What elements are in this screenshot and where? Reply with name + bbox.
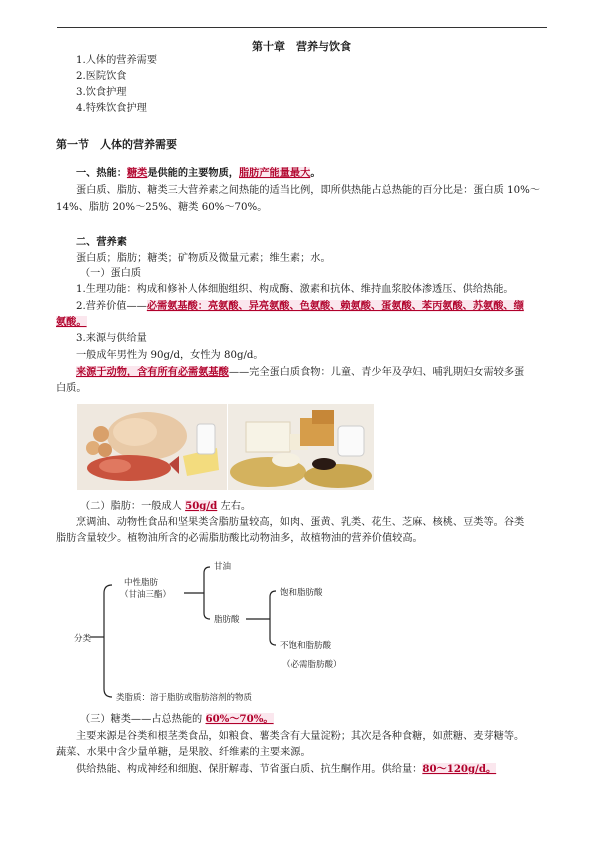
heat-end: 。 [310, 167, 321, 179]
diagram-neutral-fat-sub: （甘油三酯） [120, 590, 172, 600]
fatty-acid-brace [270, 591, 276, 645]
amino-acids-highlight: 必需氨基酸：亮氨酸、异亮氨酸、色氨酸、赖氨酸、蛋氨酸、苯丙氨酸、苏氨酸、缬 [146, 300, 524, 312]
animal-source-highlight: 来源于动物，含有所有必需氨基酸 [76, 366, 229, 378]
fat-suffix: 左右。 [217, 501, 252, 512]
neutral-fat-brace [204, 567, 210, 619]
main-brace [104, 585, 112, 697]
supply-amount: 一般成年男性为 90g/d，女性为 80g/d。 [76, 350, 264, 361]
sugar-highlight: 糖类 [126, 167, 148, 179]
plant-protein-photo [228, 404, 374, 490]
protein-value-prefix: 2.营养价值—— [76, 301, 147, 312]
source-heading: 3.来源与供给量 [76, 333, 147, 344]
fat-prefix: （二）脂肪：一般成人 [80, 501, 186, 512]
nutrients-list: 蛋白质；脂肪；糖类；矿物质及微量元素；维生素；水。 [76, 253, 331, 264]
chapter-title: 第十章 营养与饮食 [252, 40, 351, 53]
amino-acids-highlight-end: 氨酸。 [56, 316, 87, 328]
sugar-ratio-highlight: 60%～70%。 [205, 713, 274, 725]
fat-text-line1: 烹调油、动物性食品和坚果类含脂肪量较高，如肉、蛋黄、乳类、花生、芝麻、核桃、豆类等。谷类 [76, 517, 525, 528]
fat-text-line2: 脂肪含量较少。植物油所含的必需脂肪酸比动物油多，故植物油的营养价值较高。 [56, 533, 423, 544]
heat-line [76, 166, 321, 181]
diagram-essential: （必需脂肪酸） [282, 660, 342, 670]
protein-heading: （一）蛋白质 [80, 268, 142, 279]
sugar-supply-highlight: 80～120g/d。 [422, 763, 497, 775]
sugar-function: 供给热能、构成神经和细胞、保肝解毒、节省蛋白质、抗生酮作用。供给量： [76, 764, 423, 775]
animal-protein-photo [77, 404, 227, 490]
source-rest-cont: 白质。 [56, 383, 87, 394]
heat-label: 一、热能： [76, 167, 127, 179]
sugar-prefix: （三）糖类——占总热能的 [80, 714, 206, 725]
toc-item: 4.特殊饮食护理 [76, 103, 147, 114]
header-rule [57, 27, 547, 28]
diagram-lipoid: 类脂质：溶于脂肪或脂肪溶剂的物质 [116, 693, 253, 703]
diagram-saturated: 饱和脂肪酸 [280, 588, 323, 598]
sugar-line [80, 712, 274, 727]
protein-value-line [76, 299, 524, 314]
diagram-fatty-acid: 脂肪酸 [214, 615, 240, 625]
fat-most-highlight: 脂肪产能量最大 [239, 167, 311, 179]
heat-mid: 是供能的主要物质， [147, 167, 239, 179]
sugar-text-line2: 蔬菜、水果中含少量单糖，是果胶、纤维素的主要来源。 [56, 747, 311, 758]
fat-classification-diagram [60, 555, 342, 705]
fat-line [80, 499, 251, 514]
diagram-neutral-fat: 中性脂肪 [124, 578, 159, 588]
source-rest: ——完全蛋白质食物：儿童、青少年及孕妇、哺乳期妇女需较多蛋 [228, 367, 525, 378]
protein-function: 1.生理功能：构成和修补人体细胞组织、构成酶、激素和抗体、维持血浆胶体渗透压、供给热能。 [76, 284, 514, 295]
toc-item: 3.饮食护理 [76, 87, 127, 98]
nutrients-heading: 二、营养素 [76, 236, 127, 248]
diagram-glycerol: 甘油 [214, 562, 232, 572]
sugar-text-line3 [76, 762, 496, 777]
toc-item: 2.医院饮食 [76, 71, 127, 82]
fat-amount-highlight: 50g/d [185, 500, 218, 512]
heat-text-line2: 14%、脂肪 20%～25%、糖类 60%～70%。 [56, 202, 268, 213]
sugar-text-line1: 主要来源是谷类和根茎类食品，如粮食、薯类含有大量淀粉；其次是各种食糖，如蔗糖、麦芽糖等。 [76, 731, 525, 742]
diagram-root: 分类 [74, 634, 92, 644]
section-heading: 第一节 人体的营养需要 [56, 138, 177, 151]
heat-text-line1: 蛋白质、脂肪、糖类三大营养素之间热能的适当比例，即所供热能占总热能的百分比是：蛋白质 10%～ [76, 185, 540, 196]
toc-item: 1.人体的营养需要 [76, 55, 158, 66]
amino-acids-cont [56, 315, 87, 330]
source-line [76, 365, 524, 380]
diagram-unsaturated: 不饱和脂肪酸 [280, 641, 332, 651]
